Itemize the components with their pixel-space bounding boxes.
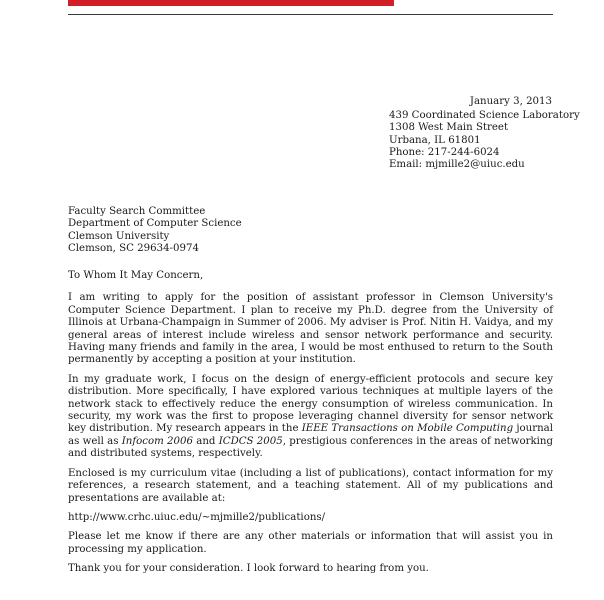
paragraph-request: Please let me know if there are any other materials or information that will assist you in processing my application.	[68, 531, 553, 555]
recipient-line: Faculty Search Committee	[68, 206, 206, 217]
recipient-line: Clemson, SC 29634-0974	[68, 243, 199, 255]
journal-name: IEEE Transactions on Mobile Computing	[301, 423, 514, 435]
paragraph-enclosures: Enclosed is my curriculum vitae (including a list of publications), contact information for my references, a research statement, and a teaching statement. All of my publications and presentations are available at:	[68, 467, 553, 504]
sender-address-line: 439 Coordinated Science Laboratory	[389, 110, 580, 121]
sender-email: Email: mjmille2@uiuc.edu	[389, 159, 525, 171]
recipient-address	[68, 206, 242, 256]
letter-date: January 3, 2013	[469, 96, 552, 107]
research-text: , prestigious conferences in the areas of networking and distributed systems, respectively.	[68, 435, 553, 460]
letterhead-red-bar	[68, 0, 394, 6]
sender-address-line: 1308 West Main Street	[389, 122, 509, 134]
sender-address	[389, 110, 580, 171]
publications-url: http://www.crhc.uiuc.edu/~mjmille2/publications/	[68, 511, 326, 523]
paragraph-research	[68, 374, 553, 461]
salutation: To Whom It May Concern,	[68, 270, 204, 281]
recipient-line: Department of Computer Science	[68, 218, 242, 230]
sender-address-line: Urbana, IL 61801	[389, 134, 481, 146]
letterhead-rule	[68, 14, 553, 15]
closing-line: Thank you for your consideration. I look forward to hearing from you.	[68, 563, 429, 575]
sender-phone: Phone: 217-244-6024	[389, 146, 500, 158]
paragraph-intro: I am writing to apply for the position of assistant professor in Clemson University's Computer Science Department. I plan to receive my Ph.D. degree from the University of Illinois at Urbana-Champaign in Summer of 2006. My adviser is Prof. Nitin H. Vaidya, and my general areas of interest include wireless and sensor network performance and security. Having many friends and family in the area, I would be most enthused to return to the South permanently by accepting a position at your institution.	[68, 292, 553, 366]
recipient-line: Clemson University	[68, 230, 170, 242]
conference-name: Infocom 2006	[121, 435, 193, 447]
letter-body	[68, 270, 553, 583]
research-text: journal as well as	[68, 423, 553, 447]
research-text: In my graduate work, I focus on the design of energy-efficient protocols and secure key distribution. More specifically, I have explored various techniques at multiple layers of the network stack to effectively reduce the energy consumption of wireless communication. In security, my work was the first to propose leveraging channel diversity for sensor network key distribution. My research appears in the	[68, 373, 553, 435]
conference-name: ICDCS 2005	[218, 435, 283, 447]
research-text: and	[192, 435, 219, 447]
